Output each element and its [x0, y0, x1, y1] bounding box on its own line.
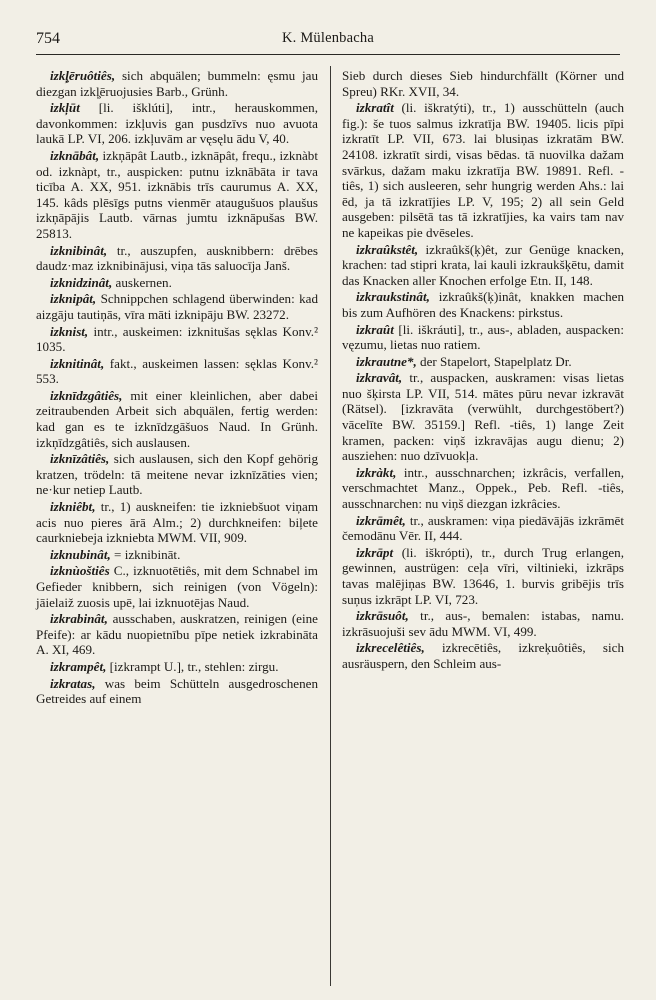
entry-definition: = izknibināt.	[110, 546, 181, 562]
entry-definition: auskernen.	[112, 274, 172, 290]
dictionary-entry	[36, 547, 318, 563]
column-divider	[330, 66, 331, 986]
dictionary-entry	[342, 370, 624, 464]
entry-headword: izkrampêt,	[50, 658, 107, 674]
dictionary-entry	[342, 242, 624, 289]
entry-headword: izkratît	[356, 100, 394, 116]
entry-headword: izkraukstinât,	[356, 289, 430, 305]
dictionary-entry	[342, 608, 624, 639]
entry-headword: izknipât,	[50, 291, 97, 307]
left-column	[36, 68, 318, 708]
entry-headword: izkràkt,	[356, 464, 397, 480]
dictionary-entry	[342, 322, 624, 353]
entry-definition: izkraûkš(ķ)inât, knakken machen bis zum Aufhören des Knackens: pirkstus.	[342, 289, 624, 320]
entry-definition: Schnippchen schlagend überwinden: kad aizgāju tautiņās, vīra māti izknipāju BW. 23272.	[36, 291, 318, 322]
page-number: 754	[36, 30, 60, 47]
dictionary-entry	[36, 324, 318, 355]
dictionary-entry	[36, 68, 318, 99]
entry-definition: (li. iškratýti), tr., 1) ausschütteln (auch fig.): še tuos salmus izkratīja BW. 19405. licis pīpi izkratīt LP. VII, 673. lai blusiņas izkratām BW. 24108. izkratīt sirdi, visas bēdas. tā nuovilka dažam svārkus, dažam maku izkratīja BW. 19891. Refl. -tiês, 1) sich ausleeren, sehr hungrig werden Ahs.: lai ēd, ja tā izkratījies LP. V, 195; 2) all sein Geld ausgeben: pilsētā tas tā izkratījies, ka vairs tam nav ne kapeikas pie dvēseles.	[342, 100, 624, 240]
right-column	[342, 68, 624, 673]
entry-definition: [izkrampt U.], tr., stehlen: zirgu.	[106, 658, 279, 674]
dictionary-entry	[36, 499, 318, 546]
dictionary-entry	[36, 275, 318, 291]
entry-headword: izkraût	[356, 321, 394, 337]
entry-headword: izkrabinât,	[50, 611, 108, 627]
entry-definition: was beim Schütteln ausgedroschenen Getreides auf einem	[36, 675, 318, 707]
entry-headword: izknùoštiês	[50, 563, 110, 579]
dictionary-entry	[36, 100, 318, 147]
dictionary-entry	[36, 148, 318, 242]
entry-headword: izknubinât,	[50, 546, 111, 562]
entry-headword: izknidzinât,	[50, 274, 113, 290]
entry-definition: tr., auspacken, auskramen: visas lietas nuo šķirsta LP. VII, 514. mātes pūru nevar izkravāt (Rätsel). [izkravāta (verwühlt, durchgestöbert?) vācelīte BW. 35159.] Refl. -tiês, 1) lange Zeit kramen, packen: viņš izkravājas augu dienu; 2) ausziehen: nuo dzīvuokļa.	[342, 370, 624, 464]
entry-headword: izkļ̧ēruôtiês,	[50, 68, 116, 83]
page-header	[36, 30, 620, 55]
entry-headword: izkrautne*,	[356, 353, 417, 369]
dictionary-entry	[342, 68, 624, 99]
entry-definition: [li. iškráuti], tr., aus-, abladen, auspacken: vęzumu, lietas nuo ratiem.	[342, 321, 624, 353]
entry-headword: izkļūt	[50, 100, 80, 116]
entry-headword: izknitinât,	[50, 355, 105, 371]
entry-definition: der Stapelort, Stapelplatz Dr.	[416, 353, 572, 369]
entry-headword: izknibinât,	[50, 242, 108, 258]
entry-definition: tr., aus-, bemalen: istabas, namu. izkrāsuojuši sev ādu MWM. VI, 499.	[342, 608, 624, 639]
dictionary-entry	[342, 100, 624, 240]
entry-definition: izkraûkš(ķ)êt, zur Genüge knacken, krachen: tad stipri krata, lai kauli izkraukšķētu, damit das Knacken aller Knochen erfolge Etn. II, 148.	[342, 241, 624, 288]
entry-headword: izknist,	[50, 323, 89, 339]
dictionary-entry	[36, 676, 318, 707]
entry-definition: C., izknuotētiês, mit dem Schnabel im Gefieder knibbern, sich reinigen (von Vögeln): jāielaiž zuosis upē, lai izknuotējas Naud.	[36, 563, 318, 610]
entry-headword: izknīdzgâtiês,	[50, 387, 123, 403]
entry-headword: izkrāmêt,	[356, 512, 406, 528]
dictionary-entry	[36, 563, 318, 610]
running-title: K. Mülenbacha	[282, 30, 374, 46]
entry-headword: izknīzâtiês,	[50, 451, 110, 467]
entry-definition: intr., auskeimen: izknitušas sęklas Konv.² 1035.	[36, 323, 318, 355]
dictionary-entry	[342, 640, 624, 671]
dictionary-entry	[342, 354, 624, 370]
entry-headword: izkratas,	[50, 675, 96, 691]
entry-headword: izkrāsuôt,	[356, 608, 409, 624]
entry-definition: ausschaben, auskratzen, reinigen (eine Pfeife): ar kādu nuopietnību pīpe netiek izkrabināta A. XI, 469.	[36, 611, 318, 658]
entry-definition: (li. iškrópti), tr., durch Trug erlangen, gewinnen, austrügen: ceļa vīri, viltinieki, izkrāps tavas malējiņas BW. 13646, 1. burvis gribējis trīs suņus izkrāpt LP. VI, 723.	[342, 544, 624, 607]
entry-headword: izkravât,	[356, 370, 403, 386]
entry-definition: mit einer kleinlichen, aber dabei zeitraubenden Arbeit sich abquälen, fertig werden: kad gan es te izknīdzgāšuos Naud. In Grünh. izkņīdzgâtiês, sich auslausen.	[36, 387, 318, 450]
entry-definition: [li. išklúti], intr., herauskommen, davonkommen: izkļuvis gan pusdzīvs nuo avuota laukā LP. VI, 206. izkļuvām ar vęsęlu ādu V, 40.	[36, 100, 318, 147]
entry-definition: tr., 1) auskneifen: tie izkniebšuot viņam acis nuo pieres ārā Alm.; 2) durchkneifen: biļete caurkniebeja izkniebta MWM. VII, 909.	[36, 499, 318, 546]
entry-headword: izkrāpt	[356, 544, 394, 560]
dictionary-entry	[36, 659, 318, 675]
dictionary-entry	[36, 291, 318, 322]
entry-headword: izkrecelêtiês,	[356, 640, 425, 656]
dictionary-entry	[36, 356, 318, 387]
entry-definition: izkņāpât Lautb., izknāpât, frequ., izknàbt od. izknàpt, tr., auspicken: putnu izknābāta ir tava ticība A. XX, 951. izknābis trīs caurumus A. XX, 145. kâds plēsīgs putns vienmēr ataugušuos plaušus izkņāpājis Lautb. vārnas jumtu izknāpušas BW. 25813.	[36, 147, 318, 241]
dictionary-entry	[36, 388, 318, 450]
dictionary-entry	[342, 513, 624, 544]
entry-headword: izknābât,	[50, 147, 100, 163]
entry-definition: tr., auszupfen, ausknibbern: drēbes daudz·maz izknibinājusi, viņa tās saluocīja Janš.	[36, 242, 318, 274]
entry-headword: izkraûkstêt,	[356, 241, 419, 257]
dictionary-entry	[342, 465, 624, 512]
dictionary-entry	[342, 545, 624, 607]
dictionary-entry	[36, 611, 318, 658]
entry-definition: Sieb durch dieses Sieb hindurchfällt (Körner und Spreu) RKr. XVII, 34.	[342, 68, 624, 99]
dictionary-entry	[342, 289, 624, 320]
dictionary-entry	[36, 243, 318, 274]
entry-definition: sich abquälen; bummeln: ęsmu jau diezgan izkļ̧ēruojusies Barb., Grünh.	[36, 68, 318, 99]
entry-definition: tr., auskramen: viņa piedāvājās izkrāmēt čemodānu Vēr. II, 444.	[342, 512, 624, 544]
entry-definition: fakt., auskeimen lassen: sęklas Konv.² 553.	[36, 355, 318, 387]
dictionary-entry	[36, 451, 318, 498]
entry-definition: sich auslausen, sich den Kopf gehörig kratzen, trödeln: tā meitene nevar izknīzāties vien; ne·kur netiep Lautb.	[36, 451, 318, 498]
entry-definition: intr., ausschnarchen; izkrâcis, verfallen, verschmachtet Manz., Oppek., Peb. Refl. -tiês, ausschnarchen: nu viņš diezgan izkrâcies.	[342, 464, 624, 512]
entry-headword: izkniêbt,	[50, 499, 96, 515]
entry-definition: izkrecētiês, izkreķuôtiês, sich ausräuspern, den Schleim aus-	[342, 640, 624, 671]
